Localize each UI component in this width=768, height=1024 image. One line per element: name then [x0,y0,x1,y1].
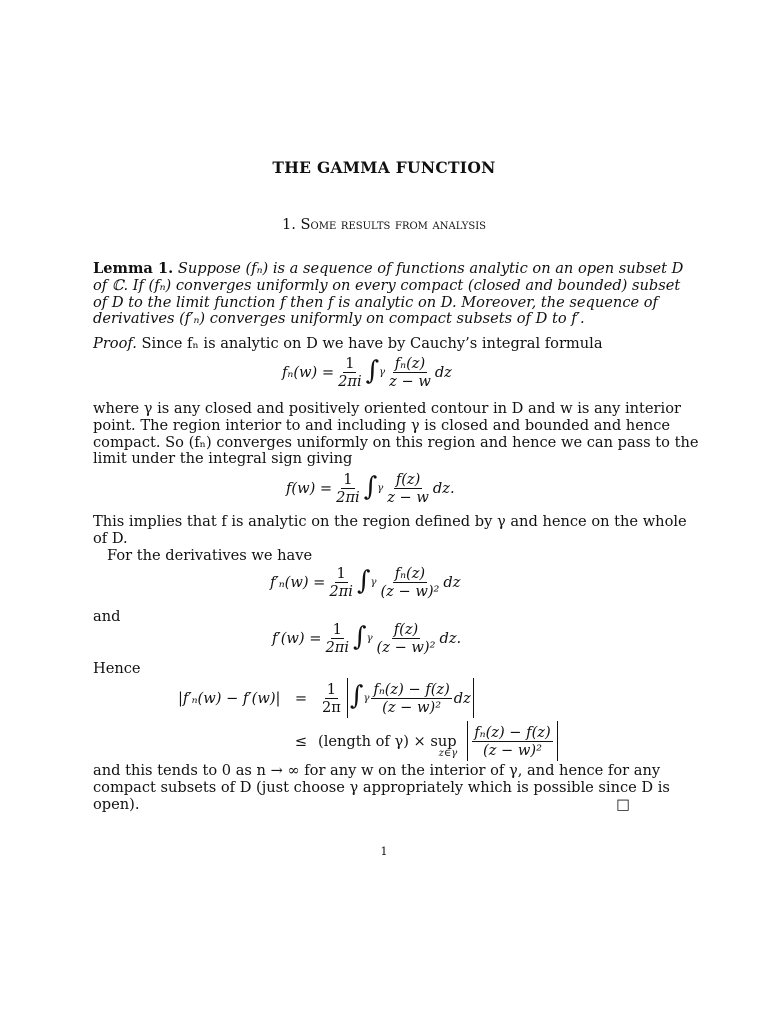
integrand-denominator: (z − w)² [376,639,436,656]
integral-sign: ∫ [356,565,371,596]
integrand-denominator: (z − w)² [382,698,442,716]
lemma-line: Suppose (fₙ) is a sequence of functions analytic on an open subset D [177,260,684,277]
eq-integrand [378,566,441,599]
integrand-numerator: fₙ(z) − f(z) [373,680,450,698]
integral-limit: γ [366,633,373,644]
equation-derivative-fn [270,566,460,599]
eq-coefficient [327,566,355,599]
eq-integrand [375,622,438,655]
eq-tail: dz. [439,630,462,647]
coef-numerator: 1 [345,355,355,372]
text-line: open). [93,795,140,813]
coef-denominator: 2π [322,698,341,716]
integrand-numerator: f(z) [393,621,419,638]
eq-coefficient [323,622,351,655]
eq-relation: = [294,689,308,707]
text-line: and [93,608,121,625]
eq-tail: dz. [432,480,455,497]
qed-symbol: □ [616,795,630,813]
lemma-line: derivatives (f′ₙ) converges uniformly on compact subsets of D to f′. [93,310,585,328]
eq-tail: dz [434,364,452,381]
coef-denominator: 2πi [336,489,360,506]
eq-coefficient [336,356,364,389]
equation-difference-bound [178,678,476,718]
coef-denominator: 2πi [325,639,350,656]
section-heading [0,216,768,233]
eq-tail: dz [443,574,461,591]
proof-intro [93,336,630,353]
integral-sign: ∫ [365,355,380,386]
eq-lhs: fₙ(w) = [282,364,335,381]
equation-cauchy [282,356,452,389]
sup-numerator: fₙ(z) − f(z) [474,723,551,741]
integral-limit: γ [363,692,370,704]
proof-intro-text: Since fₙ is analytic on D we have by Cauchy’s integral formula [141,335,603,352]
integral-sign: ∫ [363,471,378,502]
text-line: For the derivatives we have [107,546,313,564]
text-line-last [93,797,630,814]
text-line: and this tends to 0 as n → ∞ for any w on the interior of γ, and hence for any [93,762,661,779]
section-number: 1. [281,216,296,233]
eq-integrand [371,682,451,715]
sup-subscript: z∈γ [438,747,458,759]
integrand-denominator: z − w [389,373,431,390]
lemma-line: of D to the limit function f then f is analytic on D. Moreover, the sequence of [93,293,658,311]
integral-sign: ∫ [349,681,364,711]
proof-paragraph-1 [93,400,699,468]
coef-numerator: 1 [343,471,353,488]
integrand-numerator: fₙ(z) [394,565,426,582]
integrand-numerator: f(z) [395,471,421,488]
eq-lhs: f′ₙ(w) = [270,574,326,591]
abs-bar-left [347,678,348,718]
text-line: point. The region interior to and including γ is closed and bounded and hence [93,416,671,434]
eq-lhs: f(w) = [286,480,333,497]
eq-relation: ≤ [294,732,308,750]
text-line: compact subsets of D (just choose γ appropriately which is possible since D is [93,778,670,796]
text-line: This implies that f is analytic on the region defined by γ and hence on the whole [93,513,687,530]
integral-limit: γ [377,483,384,494]
eq-coefficient [320,682,343,715]
lemma-line: of ℂ. If (fₙ) converges uniformly on every compact (closed and bounded) subset [93,276,681,294]
text-line: of D. [93,529,128,547]
integral-limit: γ [379,367,386,378]
sup-denominator: (z − w)² [483,741,542,759]
text-line: limit under the integral sign giving [93,450,353,468]
equation-limit [286,472,455,505]
eq-integrand [387,356,433,389]
coef-denominator: 2πi [329,583,353,600]
integral-sign: ∫ [353,621,367,652]
integral-limit: γ [370,577,377,588]
text-line: where γ is any closed and positively oriented contour in D and w is any interior [93,400,681,417]
abs-bar-right [473,678,474,718]
coef-numerator: 1 [332,621,342,638]
proof-paragraph-3 [93,762,670,813]
eq-tail: dz [453,689,471,707]
eq-lhs: f′(w) = [272,630,322,647]
equation-derivative-f [272,622,461,655]
coef-numerator: 1 [326,680,337,698]
length-sup-text: (length of γ) × sup [318,732,457,750]
abs-bar-left [467,721,468,761]
text-line: compact. So (fₙ) converges uniformly on this region and hence we can pass to the [93,433,699,451]
text-line: Hence [93,660,141,677]
integrand-denominator: z − w [387,489,429,506]
hence-text [93,661,630,678]
eq-integrand [385,472,431,505]
lemma-label: Lemma 1. [93,260,174,277]
sup-fraction [472,725,552,758]
coef-numerator: 1 [336,565,346,582]
section-title: Some results from analysis [300,216,487,233]
lemma-statement [93,260,684,328]
document-title: THE GAMMA FUNCTION [272,158,496,177]
proof-paragraph-2 [93,513,687,564]
equation-sup-bound [284,721,560,761]
proof-label: Proof. [93,335,137,352]
eq-coefficient [334,472,362,505]
integrand-numerator: fₙ(z) [394,355,426,372]
integrand-denominator: (z − w)² [380,583,440,600]
page-number: 1 [380,845,388,858]
eq-lhs: |f′ₙ(w) − f′(w)| [178,689,281,707]
coef-denominator: 2πi [338,373,362,390]
abs-bar-right [557,721,558,761]
